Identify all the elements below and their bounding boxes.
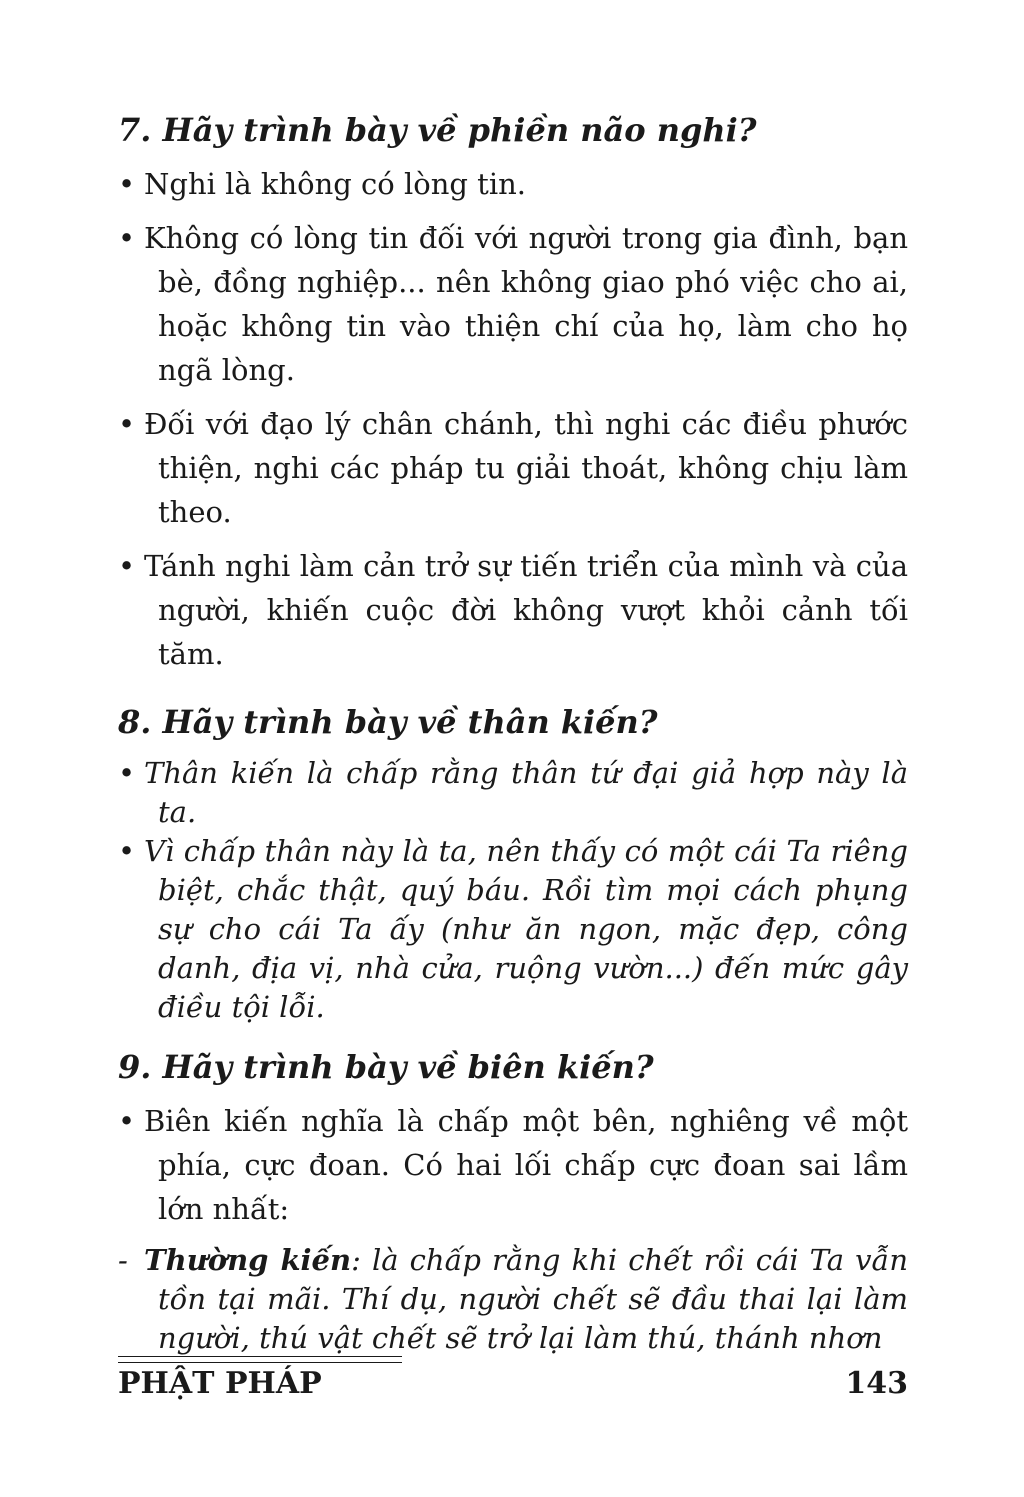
bullet: •	[118, 549, 136, 583]
section-9-item-1	[118, 1099, 908, 1231]
page-content	[118, 108, 908, 1358]
section-8-item-1	[118, 754, 908, 832]
item-text: Thân kiến là chấp rằng thân tứ đại giả hợp này là ta.	[144, 756, 908, 829]
section-9-heading: 9. Hãy trình bày về biên kiến?	[118, 1048, 654, 1086]
section-7-item-2	[118, 216, 908, 392]
term-thuong-kien: Thường kiến	[144, 1243, 352, 1277]
page-footer	[118, 1364, 908, 1404]
book-title: PHẬT PHÁP	[118, 1366, 322, 1401]
section-7-item-4	[118, 544, 908, 676]
section-7-item-1	[118, 162, 908, 206]
page-number: 143	[845, 1366, 908, 1401]
bullet: •	[118, 167, 136, 201]
item-text: : là chấp rằng khi chết rồi cái Ta vẫn tồn tại mãi. Thí dụ, người chết sẽ đầu thai lại làm người, thú vật chết sẽ trở lại làm thú, thánh nhơn	[158, 1243, 908, 1355]
footer-rule-second	[118, 1362, 402, 1363]
bullet: •	[118, 834, 136, 868]
section-7-heading: 7. Hãy trình bày về phiền não nghi?	[118, 111, 757, 149]
bullet: •	[118, 1104, 136, 1138]
item-text: Biên kiến nghĩa là chấp một bên, nghiêng về một phía, cực đoan. Có hai lối chấp cực đoan sai lầm lớn nhất:	[144, 1104, 908, 1226]
footer-rule	[118, 1356, 402, 1357]
item-text: Nghi là không có lòng tin.	[144, 167, 526, 201]
item-text: Vì chấp thân này là ta, nên thấy có một cái Ta riêng biệt, chắc thật, quý báu. Rồi tìm mọi cách phụng sự cho cái Ta ấy (như ăn ngon, mặc đẹp, công danh, địa vị, nhà cửa, ruộng vườn...) đến mức gây điều tội lỗi.	[144, 834, 908, 1024]
bullet: •	[118, 407, 136, 441]
bullet: •	[118, 756, 136, 790]
item-text: Không có lòng tin đối với người trong gia đình, bạn bè, đồng nghiệp... nên không giao phó việc cho ai, hoặc không tin vào thiện chí của họ, làm cho họ ngã lòng.	[144, 221, 908, 387]
item-text: Tánh nghi làm cản trở sự tiến triển của mình và của người, khiến cuộc đời không vượt khỏi cảnh tối tăm.	[144, 549, 908, 671]
dash: -	[118, 1243, 128, 1277]
item-text: Đối với đạo lý chân chánh, thì nghi các điều phước thiện, nghi các pháp tu giải thoát, không chịu làm theo.	[144, 407, 908, 529]
section-7-item-3	[118, 402, 908, 534]
bullet: •	[118, 221, 136, 255]
section-8-item-2	[118, 832, 908, 1027]
section-8-heading: 8. Hãy trình bày về thân kiến?	[118, 703, 658, 741]
section-9-dash-item	[118, 1241, 908, 1358]
